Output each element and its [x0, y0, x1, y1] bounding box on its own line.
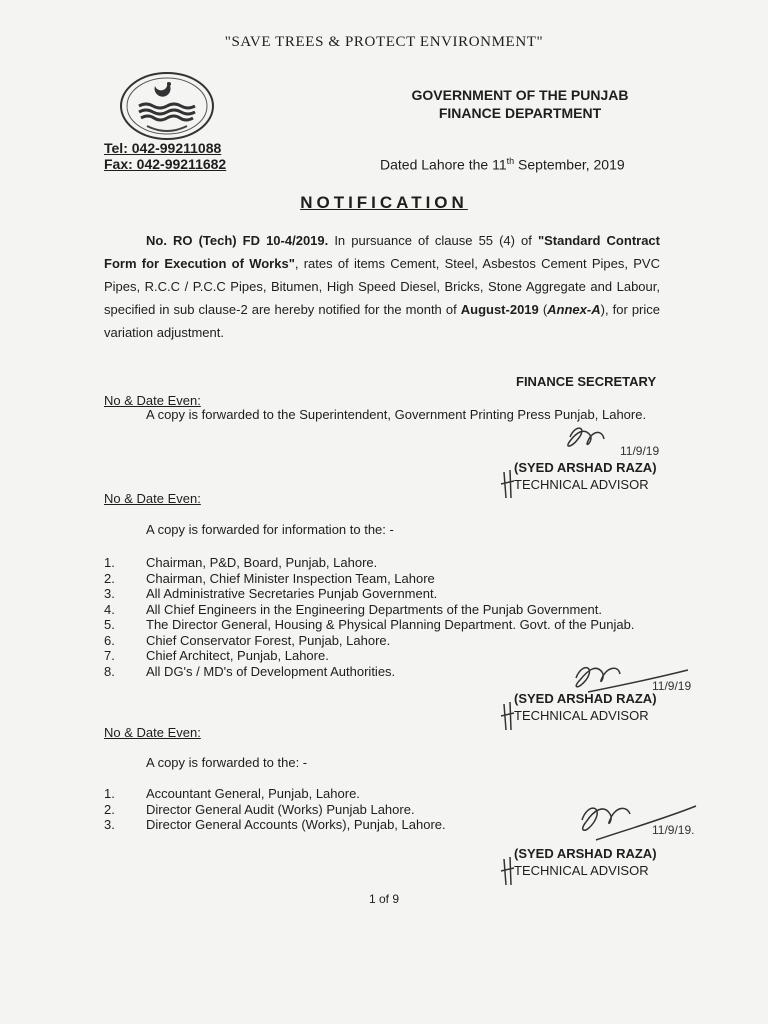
body-text-2: , rates of items Cement, Steel, Asbestos Cement Pipes, PVC Pipes, R.C.C / P.C.C Pipes, Bitumen, High Speed Diesel, Bricks, Stone Aggregate and Labour, specified in sub clause-2 are hereby notified for the month of: [104, 256, 660, 317]
body-text-3: (: [538, 302, 548, 317]
list-item: [104, 817, 446, 833]
body-text-4: ), for price variation adjustment.: [104, 302, 660, 340]
telephone: Tel: 042-99211088: [104, 140, 222, 156]
page-number: 1 of 9: [368, 892, 400, 906]
list-item: [104, 617, 634, 633]
list-item: [104, 633, 634, 649]
list-item: [104, 571, 634, 587]
list-item-text: Chairman, P&D, Board, Punjab, Lahore.: [146, 555, 378, 570]
signature-date-1: 11/9/19: [620, 444, 660, 458]
notification-body: [104, 229, 660, 344]
signatory-name-1: (SYED ARSHAD RAZA): [514, 460, 657, 475]
list-item-text: The Director General, Housing & Physical Planning Department. Govt. of the Punjab.: [146, 617, 635, 632]
list-item-text: All DG's / MD's of Development Authorities.: [146, 663, 396, 679]
list-item: [104, 664, 634, 680]
list-item-number: 4.: [104, 601, 115, 617]
signatory-name-3: (SYED ARSHAD RAZA): [514, 846, 657, 861]
notification-title: NOTIFICATION: [300, 193, 468, 212]
annex-ref: Annex-A: [547, 302, 601, 317]
signatory-designation-2: TECHNICAL ADVISOR: [514, 708, 649, 723]
list-item-text: All Administrative Secretaries Punjab Government.: [146, 586, 438, 601]
list-item: [104, 586, 634, 602]
list-item: [104, 602, 634, 618]
list-item: [104, 555, 634, 571]
punjab-government-seal: [117, 70, 217, 142]
reference-number: No. RO (Tech) FD 10-4/2019.: [146, 233, 329, 248]
signature-3: [572, 788, 702, 844]
forward-line-3: A copy is forwarded to the: -: [146, 755, 308, 770]
motto: "SAVE TREES & PROTECT ENVIRONMENT": [224, 34, 544, 50]
distribution-list-1: [104, 555, 634, 679]
list-item-text: Chairman, Chief Minister Inspection Team, Lahore: [146, 570, 435, 586]
no-date-even-2: No & Date Even:: [104, 491, 201, 506]
list-item-number: 7.: [104, 648, 115, 663]
date-prefix: Dated Lahore the 11: [380, 156, 507, 173]
contract-form-name: "Standard Contract Form for Execution of Works": [104, 233, 660, 271]
list-item-number: 5.: [104, 617, 115, 632]
list-item: [104, 802, 446, 818]
no-date-even-3: No & Date Even:: [104, 725, 201, 740]
signatory-block-2: [514, 690, 657, 724]
list-item-number: 6.: [104, 632, 115, 648]
notified-month: August-2019: [460, 302, 539, 317]
body-text-1: In pursuance of clause 55 (4) of: [328, 233, 538, 248]
list-item-number: 8.: [104, 663, 115, 679]
signature-date-3: 11/9/19.: [652, 823, 695, 837]
date-superscript: th: [506, 156, 515, 166]
signatory-block-1: [514, 459, 657, 493]
distribution-list-2: [104, 786, 446, 833]
list-item: [104, 648, 634, 664]
list-item-number: 2.: [104, 570, 115, 586]
signatory-name-2: (SYED ARSHAD RAZA): [514, 691, 657, 706]
signatory-designation-1: TECHNICAL ADVISOR: [514, 477, 649, 492]
list-item: [104, 786, 446, 802]
signatory-designation-3: TECHNICAL ADVISOR: [514, 863, 649, 878]
list-item-number: 1.: [104, 555, 115, 570]
list-item-text: Chief Conservator Forest, Punjab, Lahore.: [146, 632, 391, 648]
no-date-even-1: No & Date Even:: [104, 393, 201, 408]
department-heading-line1: GOVERNMENT OF THE PUNJAB: [411, 87, 629, 103]
forward-line-1: A copy is forwarded to the Superintendent, Government Printing Press Punjab, Lahore.: [146, 407, 647, 422]
list-item-text: Director General Audit (Works) Punjab Lahore.: [146, 801, 415, 817]
list-item-text: All Chief Engineers in the Engineering Departments of the Punjab Government.: [146, 601, 602, 617]
list-item-number: 1.: [104, 786, 115, 801]
list-item-number: 3.: [104, 817, 115, 832]
list-item-text: Accountant General, Punjab, Lahore.: [146, 786, 360, 801]
signatory-block-3: [514, 845, 657, 879]
list-item-text: Director General Accounts (Works), Punjab, Lahore.: [146, 817, 446, 832]
date-suffix: September, 2019: [514, 156, 625, 173]
signature-1: [556, 415, 676, 465]
date-line: [380, 156, 625, 173]
finance-secretary: FINANCE SECRETARY: [516, 374, 657, 389]
department-heading-line2: FINANCE DEPARTMENT: [438, 105, 602, 121]
fax: Fax: 042-99211682: [104, 156, 227, 172]
list-item-number: 2.: [104, 801, 115, 817]
list-item-text: Chief Architect, Punjab, Lahore.: [146, 648, 329, 663]
list-item-number: 3.: [104, 586, 115, 601]
forward-line-2: A copy is forwarded for information to the: -: [146, 522, 394, 537]
signature-date-2: 11/9/19: [652, 679, 692, 693]
